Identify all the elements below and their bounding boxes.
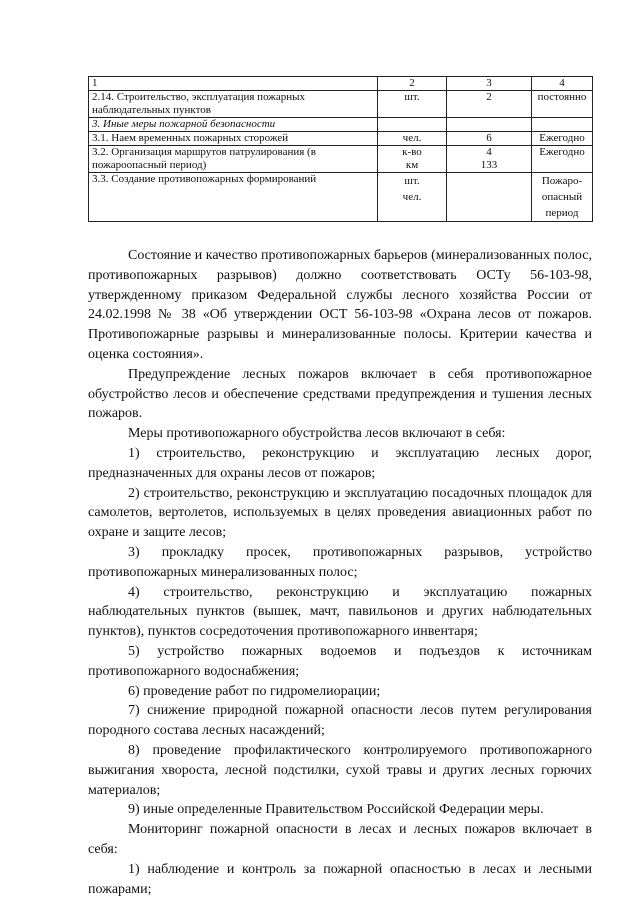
list-item: 8) проведение профилактического контролируемого противопожарного выжигания хвороста, лесной подстилки, сухой травы и других лесных горючих материалов; <box>88 742 592 798</box>
fire-measures-table <box>88 76 593 222</box>
list-item: 4) строительство, реконструкцию и эксплуатацию пожарных наблюдательных пунктов (вышек, мачт, павильонов и других наблюдательных пунктов), пунктов сосредоточения противопожарного инвентаря; <box>88 584 592 640</box>
unit-value: чел. <box>402 132 422 144</box>
quantity-value: 4 <box>486 146 492 158</box>
unit-value: км <box>405 159 419 171</box>
period-cell: постоянно <box>532 91 593 118</box>
quantity-value: 6 <box>486 132 492 144</box>
table-header-row <box>89 77 593 91</box>
table-row <box>89 146 593 173</box>
quantity-value: 133 <box>480 159 498 171</box>
unit-value: шт. <box>404 91 420 103</box>
unit-cell <box>378 91 447 118</box>
header-cell: 2 <box>378 77 447 91</box>
unit-cell <box>378 146 447 173</box>
table-row <box>89 91 593 118</box>
body-text <box>88 246 592 899</box>
section-title-cell: 3. Иные меры пожарной безопасности <box>89 118 378 132</box>
quantity-cell <box>447 132 532 146</box>
period-cell: Ежегодно <box>532 132 593 146</box>
list-item: 3) прокладку просек, противопожарных разрывов, устройство противопожарных минерализованных полос; <box>88 544 592 580</box>
list-item: 6) проведение работ по гидромелиорации; <box>128 683 381 699</box>
unit-cell <box>378 132 447 146</box>
measure-name-cell: 3.2. Организация маршрутов патрулирования (в пожароопасный период) <box>89 146 378 173</box>
table-row <box>89 132 593 146</box>
period-cell: Ежегодно <box>532 146 593 173</box>
table-row <box>89 173 593 222</box>
list-item: 7) снижение природной пожарной опасности лесов путем регулирования породного состава лесных насаждений; <box>88 703 592 739</box>
list-item: 1) наблюдение и контроль за пожарной опасностью в лесах и лесными пожарами; <box>88 861 592 897</box>
quantity-cell <box>447 91 532 118</box>
quantity-value: 2 <box>486 91 492 103</box>
measure-name-cell: 2.14. Строительство, эксплуатация пожарных наблюдательных пунктов <box>89 91 378 118</box>
header-cell: 1 <box>89 77 378 91</box>
header-cell: 3 <box>447 77 532 91</box>
paragraph: Меры противопожарного обустройства лесов включают в себя: <box>128 426 506 442</box>
quantity-cell <box>447 146 532 173</box>
paragraph: Предупреждение лесных пожаров включает в себя противопожарное обустройство лесов и обеспечение средствами предупреждения и тушения лесных пожаров. <box>88 366 592 422</box>
list-item: 1) строительство, реконструкцию и эксплуатацию лесных дорог, предназначенных для охраны лесов от пожаров; <box>88 445 592 481</box>
unit-cell <box>378 173 447 222</box>
list-item: 5) устройство пожарных водоемов и подъездов к источникам противопожарного водоснабжения; <box>88 643 592 679</box>
table-section-row <box>89 118 593 132</box>
period-cell: Пожаро-опасный период <box>532 173 593 222</box>
unit-value: чел. <box>402 191 422 203</box>
paragraph: Состояние и качество противопожарных барьеров (минерализованных полос, противопожарных разрывов) должно соответствовать ОСТу 56-103-98, утвержденному приказом Федеральной службы лесного хозяйства России от 24.02.1998 № 38 «Об утверждении ОСТ 56-103-98 «Охрана лесов от пожаров. Противопожарные разрывы и минерализованные полосы. Критерии качества и оценка состояния». <box>88 248 592 362</box>
unit-value: к-во <box>402 146 422 158</box>
paragraph: Мониторинг пожарной опасности в лесах и лесных пожаров включает в себя: <box>88 822 592 857</box>
measure-name-cell: 3.1. Наем временных пожарных сторожей <box>89 132 378 146</box>
unit-value: шт. <box>404 175 420 187</box>
list-item: 2) строительство, реконструкцию и эксплуатацию посадочных площадок для самолетов, вертолетов, используемых в целях проведения авиационных работ по охране и защите лесов; <box>88 485 592 541</box>
quantity-cell <box>447 173 532 222</box>
measure-name-cell: 3.3. Создание противопожарных формирований <box>89 173 378 222</box>
header-cell: 4 <box>532 77 593 91</box>
list-item: 9) иные определенные Правительством Российской Федерации меры. <box>128 802 544 818</box>
